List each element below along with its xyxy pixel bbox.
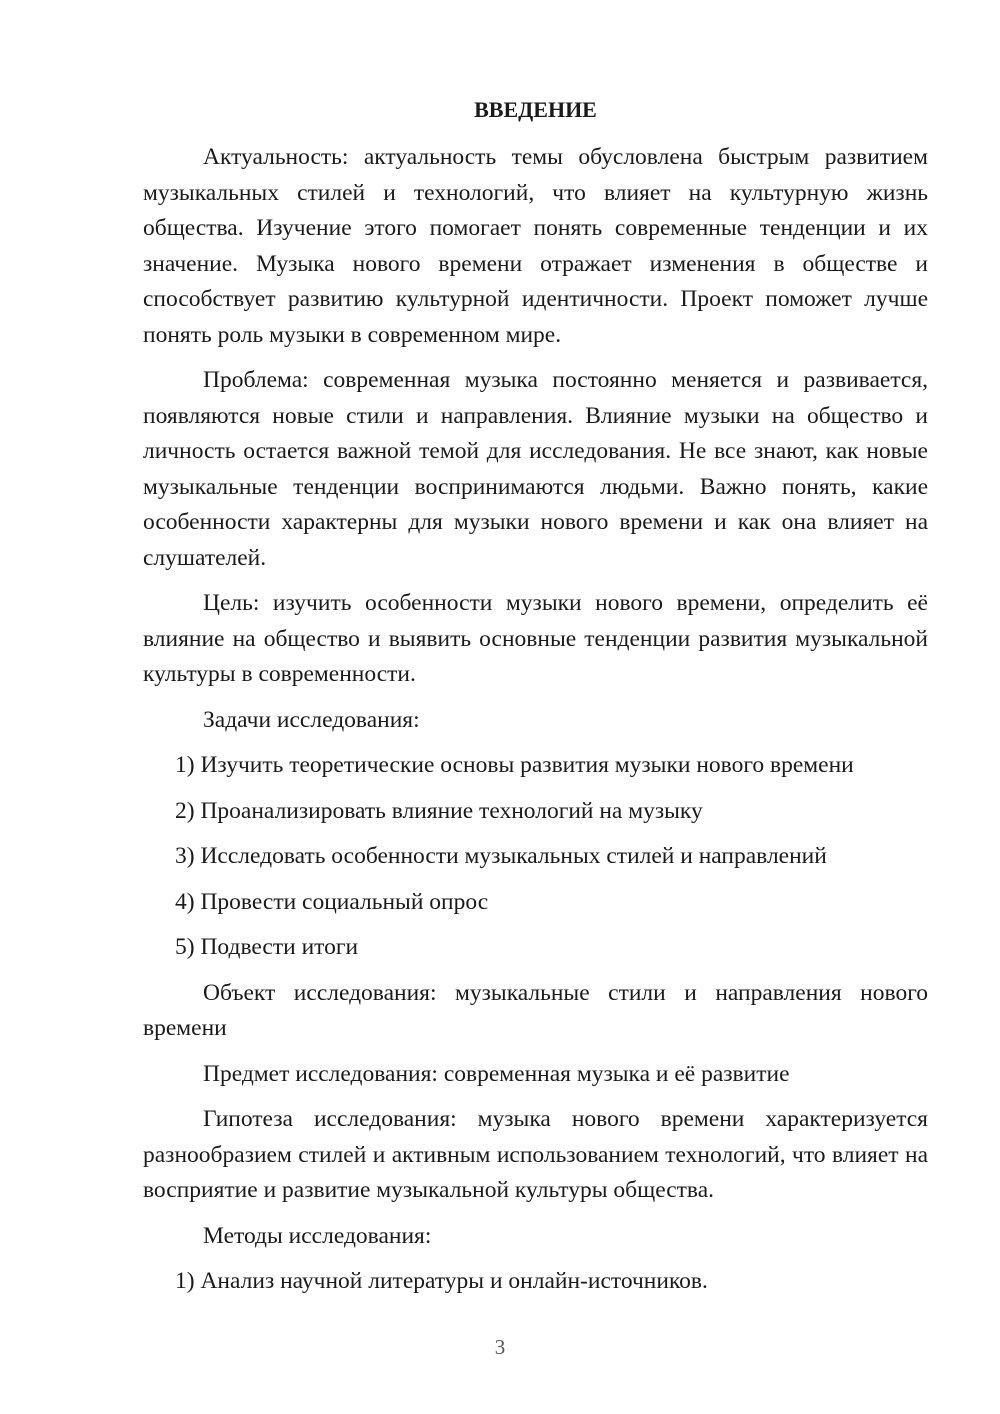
document-page bbox=[143, 92, 928, 1310]
hypothesis-paragraph: Гипотеза исследования: музыка нового времени характеризуется разнообразием стилей и активным использованием технологий, что влияет на восприятие и развитие музыкальной культуры общества. bbox=[143, 1106, 928, 1203]
list-item: 2) Проанализировать влияние технологий на музыку bbox=[175, 797, 703, 824]
tasks-heading: Задачи исследования: bbox=[203, 706, 420, 733]
list-item: 1) Анализ научной литературы и онлайн-источников. bbox=[175, 1268, 708, 1294]
list-item: 3) Исследовать особенности музыкальных стилей и направлений bbox=[175, 843, 827, 869]
object-paragraph: Объект исследования: музыкальные стили и направления нового времени bbox=[143, 979, 928, 1041]
goal-paragraph: Цель: изучить особенности музыки нового времени, определить её влияние на общество и выявить основные тенденции развития музыкальной культуры в современности. bbox=[143, 590, 928, 687]
relevance-paragraph: Актуальность: актуальность темы обусловлена быстрым развитием музыкальных стилей и технологий, что влияет на культурную жизнь общества. Изучение этого помогает понять современные тенденции и их значение. Музыка нового времени отражает изменения в обществе и способствует развитию культурной идентичности. Проект поможет лучше понять роль музыки в современном мире. bbox=[143, 144, 928, 348]
problem-paragraph: Проблема: современная музыка постоянно меняется и развивается, появляются новые стили и направления. Влияние музыки на общество и личность остается важной темой для исследования. Не все знают, как новые музыкальные тенденции воспринимаются людьми. Важно понять, какие особенности характерны для музыки нового времени и как она влияет на слушателей. bbox=[143, 367, 928, 571]
list-item: 5) Подвести итоги bbox=[175, 934, 359, 960]
subject-paragraph: Предмет исследования: современная музыка и её развитие bbox=[203, 1060, 790, 1087]
list-item: 4) Провести социальный опрос bbox=[175, 888, 489, 915]
methods-list bbox=[143, 1264, 928, 1300]
methods-heading: Методы исследования: bbox=[203, 1222, 432, 1249]
page-number: 3 bbox=[494, 1335, 506, 1359]
tasks-list bbox=[143, 748, 928, 966]
list-item: 1) Изучить теоретические основы развития музыки нового времени bbox=[175, 752, 854, 778]
page-title: ВВЕДЕНИЕ bbox=[474, 97, 597, 122]
